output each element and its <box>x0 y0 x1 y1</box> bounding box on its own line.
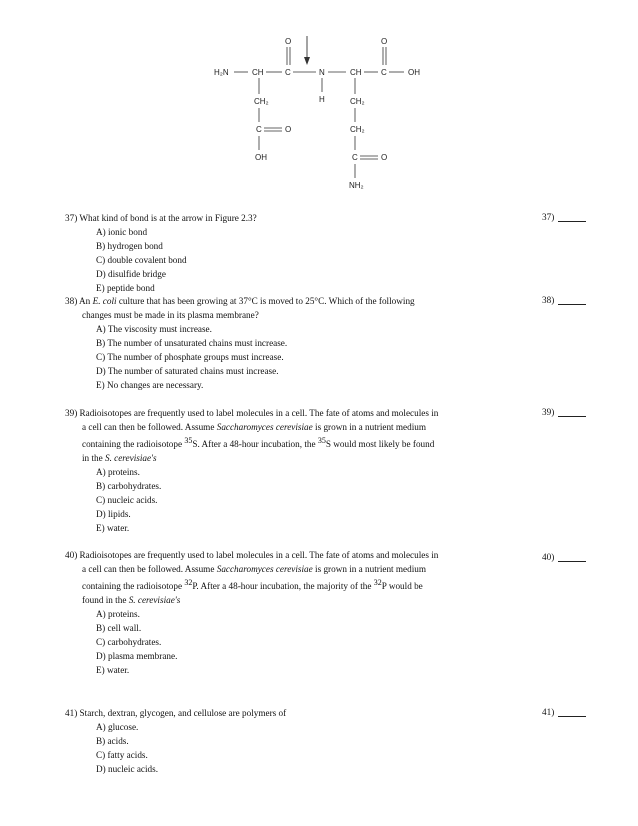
label-h: H <box>319 95 325 104</box>
question-number: 37) <box>65 213 78 223</box>
dipeptide-structure <box>200 30 440 210</box>
question-line-1: Radioisotopes are frequently used to label molecules in a cell. The fate of atoms and molecules in <box>79 550 439 560</box>
label-c2: C <box>381 68 387 77</box>
question-line-4a: in the <box>82 453 105 463</box>
option-c[interactable]: C) carbohydrates. <box>96 637 162 647</box>
option-d[interactable]: D) plasma membrane. <box>96 651 178 661</box>
question-line-2a: a cell can then be followed. Assume <box>82 422 217 432</box>
answer-line[interactable] <box>558 211 586 222</box>
question-line-4-italic: S. cerevisiae's <box>104 453 157 463</box>
label-ch2b: CH₂ <box>350 97 365 106</box>
isotope-mass: 35 <box>184 436 193 445</box>
answer-number: 39) <box>542 407 555 417</box>
option-d[interactable]: D) disulfide bridge <box>96 269 166 279</box>
question-stem <box>65 211 535 225</box>
question-stem <box>65 294 535 322</box>
question-text-a: An <box>79 296 93 306</box>
answer-line[interactable] <box>558 406 586 417</box>
label-h2n: H₂N <box>214 68 229 77</box>
question-line-2 <box>65 562 535 576</box>
answer-blank-39[interactable] <box>542 406 586 417</box>
option-c[interactable]: C) nucleic acids. <box>96 495 158 505</box>
answer-line[interactable] <box>558 551 586 562</box>
question-line-1: Radioisotopes are frequently used to label molecules in a cell. The fate of atoms and molecules in <box>79 408 439 418</box>
question-41 <box>65 706 535 776</box>
option-a[interactable]: A) proteins. <box>96 609 140 619</box>
question-line-4 <box>65 593 535 607</box>
label-c4: C <box>352 153 358 162</box>
question-line-3c: P would be <box>381 581 423 591</box>
question-number: 38) <box>65 296 78 306</box>
option-e[interactable]: E) water. <box>96 523 130 533</box>
question-line-3 <box>65 576 535 593</box>
label-o1: O <box>285 37 292 46</box>
question-text: What kind of bond is at the arrow in Figure 2.3? <box>79 213 257 223</box>
label-ch1: CH <box>252 68 264 77</box>
question-line-3c: S would most likely be found <box>325 439 435 449</box>
question-text: Starch, dextran, glycogen, and cellulose are polymers of <box>79 708 287 718</box>
question-line-2-italic: Saccharomyces cerevisiae <box>216 422 313 432</box>
question-line-3a: containing the radioisotope <box>82 581 185 591</box>
question-stem <box>65 406 535 465</box>
answer-blank-38[interactable] <box>542 294 586 305</box>
option-d[interactable]: D) nucleic acids. <box>96 764 158 774</box>
question-number: 40) <box>65 550 78 560</box>
question-line-3b: S. After a 48-hour incubation, the <box>192 439 318 449</box>
question-39 <box>65 406 535 535</box>
answer-blank-37[interactable] <box>542 211 586 222</box>
option-e[interactable]: E) No changes are necessary. <box>96 380 204 390</box>
answer-number: 40) <box>542 552 555 562</box>
answer-line[interactable] <box>558 706 586 717</box>
option-a[interactable]: A) The viscosity must increase. <box>96 324 212 334</box>
question-stem <box>65 706 535 720</box>
option-b[interactable]: B) cell wall. <box>96 623 142 633</box>
option-b[interactable]: B) hydrogen bond <box>96 241 163 251</box>
option-a[interactable]: A) ionic bond <box>96 227 148 237</box>
answer-number: 37) <box>542 212 555 222</box>
answer-blank-40[interactable] <box>542 551 586 562</box>
label-ch2: CH <box>350 68 362 77</box>
question-line-3a: containing the radioisotope <box>82 439 185 449</box>
option-b[interactable]: B) carbohydrates. <box>96 481 162 491</box>
option-d[interactable]: D) The number of saturated chains must increase. <box>96 366 279 376</box>
option-b[interactable]: B) acids. <box>96 736 129 746</box>
isotope-mass: 35 <box>317 436 326 445</box>
question-number: 39) <box>65 408 78 418</box>
question-line-4 <box>65 451 535 465</box>
question-line-4-italic: S. cerevisiae's <box>128 595 181 605</box>
option-c[interactable]: C) The number of phosphate groups must increase. <box>96 352 284 362</box>
label-n: N <box>319 68 325 77</box>
answer-line[interactable] <box>558 294 586 305</box>
option-a[interactable]: A) proteins. <box>96 467 140 477</box>
label-o4: O <box>381 153 388 162</box>
option-e[interactable]: E) peptide bond <box>96 283 155 293</box>
label-nh2: NH₂ <box>349 181 364 190</box>
option-c[interactable]: C) double covalent bond <box>96 255 187 265</box>
question-stem <box>65 548 535 607</box>
question-line-2a: a cell can then be followed. Assume <box>82 564 217 574</box>
chemical-structure-figure <box>200 30 440 210</box>
label-ch2a: CH₂ <box>254 97 269 106</box>
option-b[interactable]: B) The number of unsaturated chains must increase. <box>96 338 288 348</box>
answer-number: 41) <box>542 707 555 717</box>
isotope-mass: 32 <box>373 578 382 587</box>
label-ch2c: CH₂ <box>350 125 365 134</box>
question-line-2 <box>65 420 535 434</box>
option-e[interactable]: E) water. <box>96 665 130 675</box>
option-d[interactable]: D) lipids. <box>96 509 131 519</box>
answer-number: 38) <box>542 295 555 305</box>
question-38 <box>65 294 535 392</box>
question-line-3b: P. After a 48-hour incubation, the majority of the <box>192 581 374 591</box>
label-c3: C <box>256 125 262 134</box>
question-line-3 <box>65 434 535 451</box>
question-line-2b: is grown in a nutrient medium <box>312 564 427 574</box>
label-o2: O <box>381 37 388 46</box>
option-a[interactable]: A) glucose. <box>96 722 139 732</box>
label-oh2: OH <box>255 153 267 162</box>
isotope-mass: 32 <box>184 578 193 587</box>
question-line-4a: found in the <box>82 595 129 605</box>
question-line-2b: is grown in a nutrient medium <box>312 422 427 432</box>
label-o3: O <box>285 125 292 134</box>
label-oh1: OH <box>408 68 420 77</box>
answer-blank-41[interactable] <box>542 706 586 717</box>
question-number: 41) <box>65 708 78 718</box>
question-37 <box>65 211 535 295</box>
label-c1: C <box>285 68 291 77</box>
arrow-icon <box>304 36 310 65</box>
option-c[interactable]: C) fatty acids. <box>96 750 148 760</box>
question-text-italic: E. coli <box>92 296 117 306</box>
question-text-cont: changes must be made in its plasma membrane? <box>82 310 259 320</box>
question-text-b: culture that has been growing at 37°C is moved to 25°C. Which of the following <box>116 296 415 306</box>
question-line-2-italic: Saccharomyces cerevisiae <box>216 564 313 574</box>
question-40 <box>65 548 535 677</box>
